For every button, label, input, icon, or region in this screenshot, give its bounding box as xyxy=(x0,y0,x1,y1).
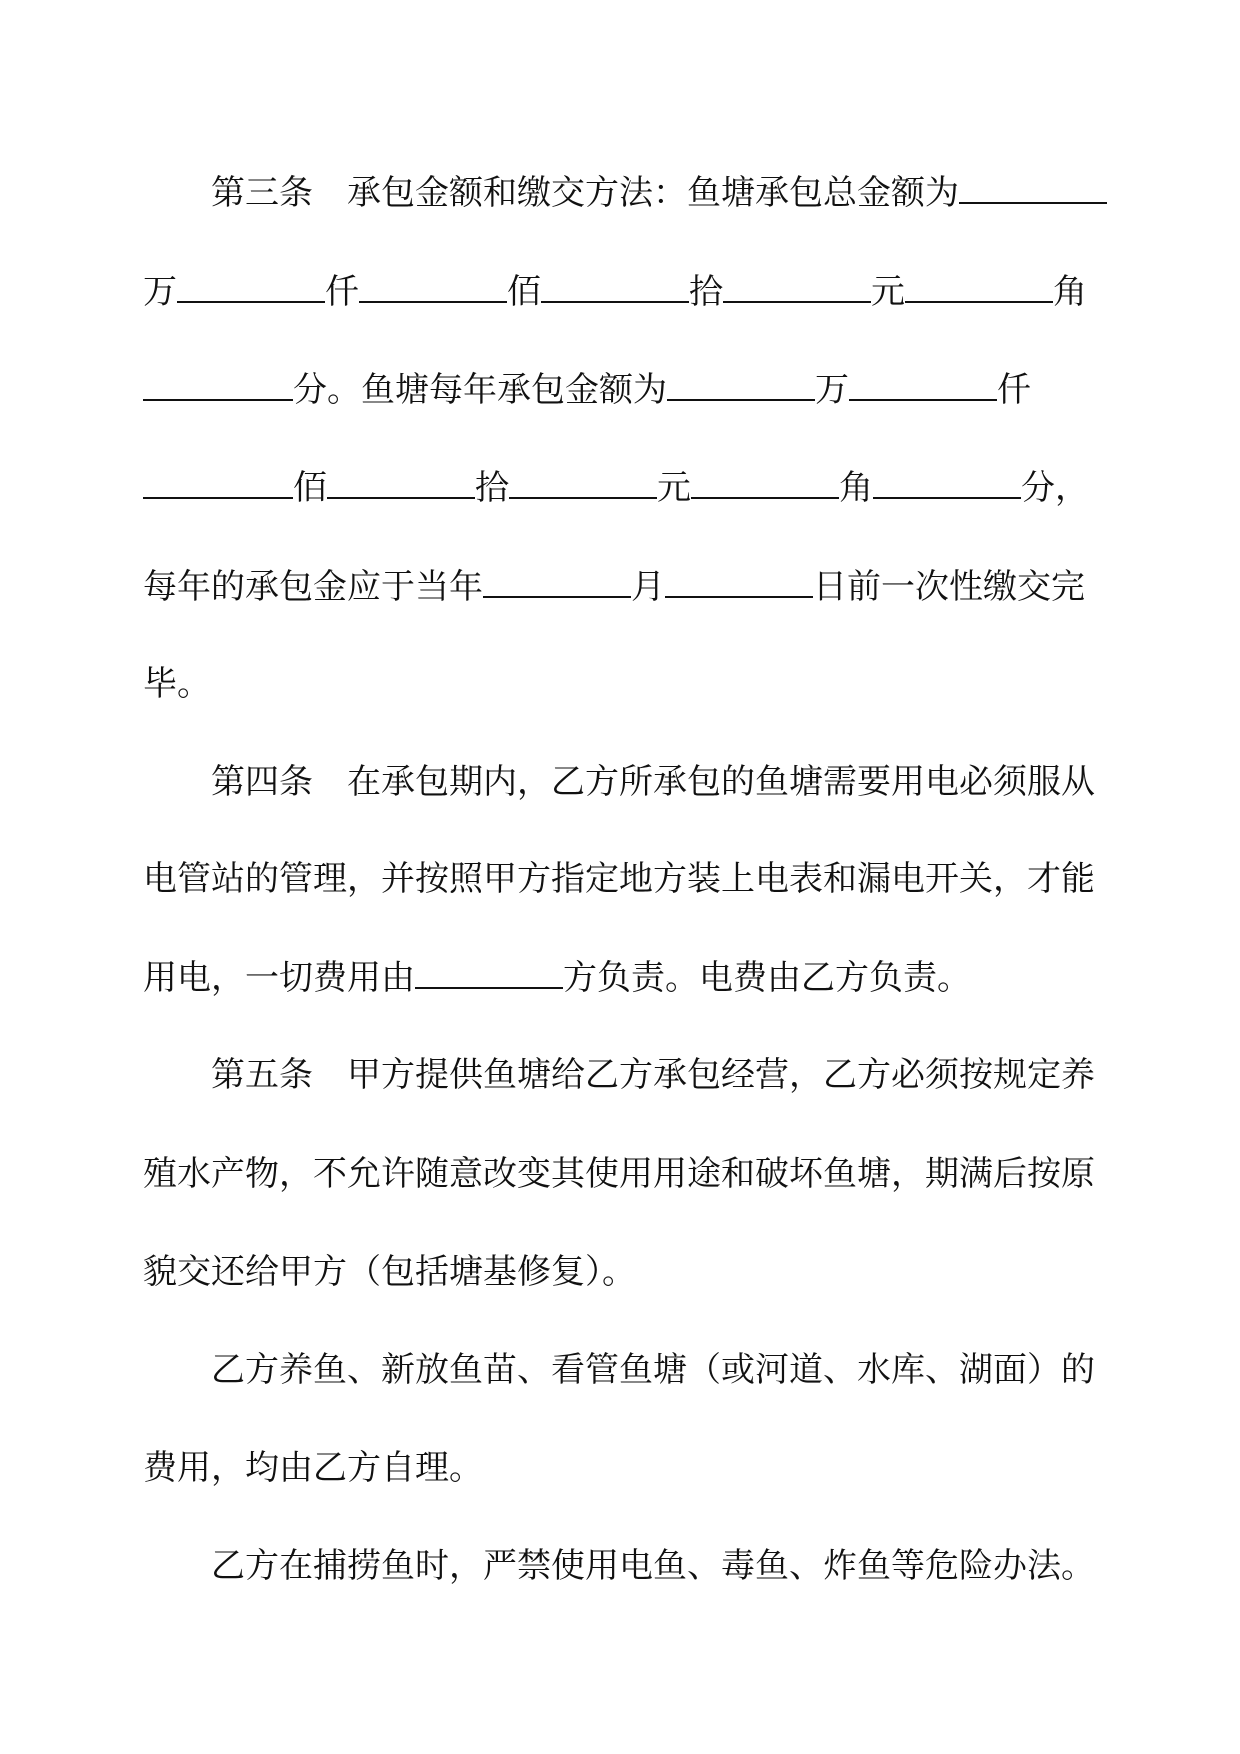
article3-line2 xyxy=(143,271,1087,312)
article4-line1 xyxy=(211,762,1095,802)
article5-line2-text: 殖水产物，不允许随意改变其使用用途和破坏鱼塘，期满后按原 xyxy=(143,1154,1095,1194)
blank-annual-jiao[interactable] xyxy=(873,467,1021,499)
blank-annual-amount[interactable] xyxy=(667,369,815,401)
unit-annual-jiao: 角 xyxy=(839,468,873,508)
article5-line3 xyxy=(143,1252,636,1292)
unit-wan: 万 xyxy=(143,272,177,312)
unit-annual-fen: 分， xyxy=(1021,468,1089,508)
payment-deadline-prefix: 每年的承包金应于当年 xyxy=(143,567,483,607)
article5-para2-line2 xyxy=(143,1448,483,1488)
article5-heading: 第五条 xyxy=(211,1055,313,1095)
article5-line1-text: 甲方提供鱼塘给乙方承包经营，乙方必须按规定养 xyxy=(347,1055,1095,1095)
article3-annual-label: 分。鱼塘每年承包金额为 xyxy=(293,370,667,410)
article3-line1-text: 承包金额和缴交方法：鱼塘承包总金额为 xyxy=(347,173,959,213)
unit-qian: 仟 xyxy=(325,272,359,312)
article4-line3-suffix: 方负责。电费由乙方负责。 xyxy=(563,958,971,998)
unit-month: 月 xyxy=(631,567,665,607)
article4-line3 xyxy=(143,957,971,998)
blank-annual-wan[interactable] xyxy=(849,369,997,401)
article5-para3-line1 xyxy=(211,1546,1095,1586)
unit-annual-wan: 万 xyxy=(815,370,849,410)
blank-payment-month[interactable] xyxy=(483,566,631,598)
blank-annual-bai[interactable] xyxy=(327,467,475,499)
article5-para2-line2-text: 费用，均由乙方自理。 xyxy=(143,1448,483,1488)
article3-line3 xyxy=(143,369,1031,410)
article4-line3-prefix: 用电，一切费用由 xyxy=(143,958,415,998)
blank-total-qian[interactable] xyxy=(359,271,507,303)
unit-annual-qian: 仟 xyxy=(997,370,1031,410)
blank-total-fen[interactable] xyxy=(143,369,293,401)
blank-total-amount[interactable] xyxy=(959,172,1107,204)
article4-line2 xyxy=(143,859,1095,899)
article5-para3-line1-text: 乙方在捕捞鱼时，严禁使用电鱼、毒鱼、炸鱼等危险办法。 xyxy=(211,1546,1095,1586)
article3-line5 xyxy=(143,566,1085,607)
article3-line6 xyxy=(143,664,211,704)
blank-total-yuan[interactable] xyxy=(905,271,1053,303)
unit-annual-bai: 佰 xyxy=(293,468,327,508)
blank-total-bai[interactable] xyxy=(541,271,689,303)
unit-bai: 佰 xyxy=(507,272,541,312)
blank-total-wan[interactable] xyxy=(177,271,325,303)
article5-para2-line1 xyxy=(211,1350,1095,1390)
unit-jiao: 角 xyxy=(1053,272,1087,312)
article5-para2-line1-text: 乙方养鱼、新放鱼苗、看管鱼塘（或河道、水库、湖面）的 xyxy=(211,1350,1095,1390)
unit-shi: 拾 xyxy=(689,272,723,312)
unit-yuan: 元 xyxy=(871,272,905,312)
article4-line1-text: 在承包期内，乙方所承包的鱼塘需要用电必须服从 xyxy=(347,762,1095,802)
article4-line2-text: 电管站的管理，并按照甲方指定地方装上电表和漏电开关，才能 xyxy=(143,859,1095,899)
article3-line1 xyxy=(211,172,1107,213)
article3-heading: 第三条 xyxy=(211,173,313,213)
article4-heading: 第四条 xyxy=(211,762,313,802)
article3-ending: 毕。 xyxy=(143,664,211,704)
unit-annual-shi: 拾 xyxy=(475,468,509,508)
blank-total-shi[interactable] xyxy=(723,271,871,303)
article5-line1 xyxy=(211,1055,1095,1095)
article5-line3-text: 貌交还给甲方（包括塘基修复）。 xyxy=(143,1252,636,1292)
payment-deadline-suffix: 日前一次性缴交完 xyxy=(813,567,1085,607)
blank-annual-qian-value[interactable] xyxy=(143,467,293,499)
unit-annual-yuan: 元 xyxy=(657,468,691,508)
blank-annual-yuan[interactable] xyxy=(691,467,839,499)
blank-payment-day[interactable] xyxy=(665,566,813,598)
article5-line2 xyxy=(143,1154,1095,1194)
blank-annual-shi[interactable] xyxy=(509,467,657,499)
article3-line4 xyxy=(143,467,1089,508)
blank-responsible-party[interactable] xyxy=(415,957,563,989)
